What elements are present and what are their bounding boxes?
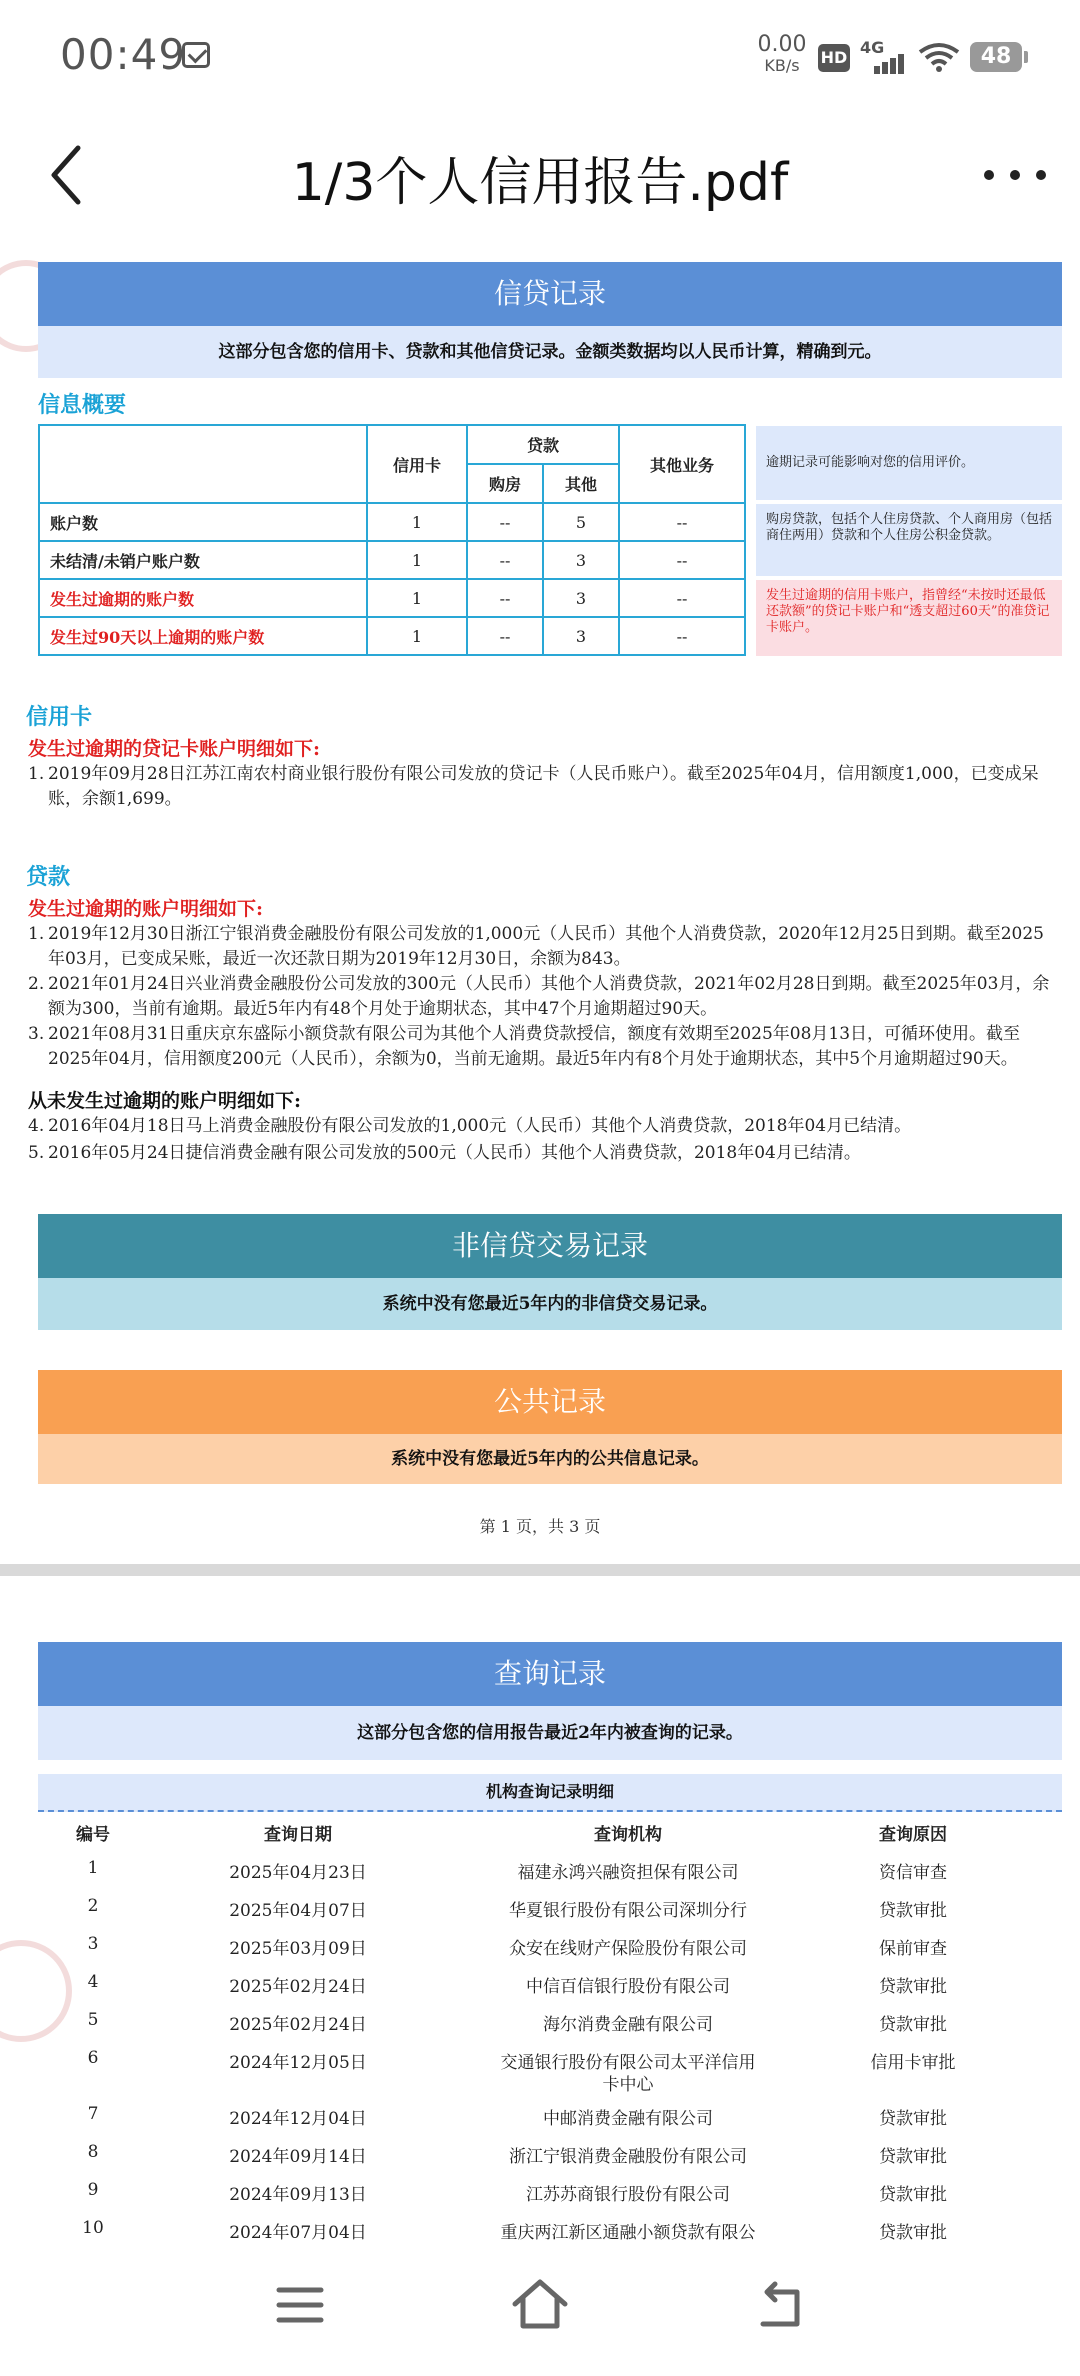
pdf-viewer[interactable] — [0, 240, 1080, 2240]
row-num: 4 — [87, 1972, 99, 1992]
cell-other: 3 — [543, 579, 619, 617]
row-num: 5 — [87, 2010, 99, 2030]
row-date: 2025年04月07日 — [229, 1901, 367, 1921]
credit-section-header — [38, 262, 1062, 326]
row-num: 6 — [87, 2048, 99, 2068]
row-date: 2025年04月23日 — [229, 1863, 367, 1883]
row-reason: 贷款审批 — [879, 2109, 947, 2129]
credit-section-title: 信贷记录 — [493, 277, 606, 310]
row-label: 发生过逾期的账户数 — [39, 579, 367, 617]
cell-house: -- — [467, 617, 543, 655]
query-table-title-text: 机构查询记录明细 — [485, 1782, 614, 1801]
list-item — [28, 1022, 1058, 1072]
table-header-blank — [39, 425, 367, 503]
list-item-number: 4. — [28, 1116, 45, 1136]
list-item — [28, 1141, 1058, 1166]
row-reason: 信用卡审批 — [870, 2053, 956, 2073]
row-org: 交通银行股份有限公司太平洋信用 — [500, 2053, 756, 2073]
status-bar — [0, 0, 1080, 110]
cell-other-business: -- — [619, 617, 745, 655]
credit-section-subheader — [38, 326, 1062, 378]
row-org: 重庆两江新区通融小额贷款有限公 — [500, 2223, 756, 2240]
page-separator — [0, 1564, 1080, 1576]
row-reason: 贷款审批 — [879, 2185, 947, 2205]
row-date: 2025年02月24日 — [229, 2015, 367, 2035]
list-item-text: 2016年05月24日捷信消费金融有限公司发放的500元（人民币）其他个人消费贷款，2018年04月已结清。 — [48, 1143, 861, 1163]
table-row — [39, 579, 745, 617]
watermark-seal — [0, 1940, 72, 2042]
row-date: 2024年12月05日 — [229, 2053, 367, 2073]
row-org: 海尔消费金融有限公司 — [543, 2015, 713, 2035]
cell-other: 5 — [543, 503, 619, 541]
row-date: 2024年09月13日 — [229, 2185, 367, 2205]
cell-house: -- — [467, 579, 543, 617]
row-org-continued: 卡中心 — [602, 2075, 654, 2095]
list-item-text: 2016年04月18日马上消费金融股份有限公司发放的1,000元（人民币）其他个人消费贷款，2018年04月已结清。 — [48, 1116, 912, 1136]
non-credit-section-body — [38, 1278, 1062, 1330]
summary-table — [38, 424, 746, 656]
public-section-title: 公共记录 — [493, 1385, 606, 1418]
cell-other: 3 — [543, 541, 619, 579]
more-dots-icon[interactable] — [980, 160, 1050, 190]
list-item — [28, 762, 1058, 812]
navigation-bar — [0, 2240, 1080, 2376]
row-org: 浙江宁银消费金融股份有限公司 — [509, 2147, 747, 2167]
col-date: 查询日期 — [264, 1825, 332, 1845]
list-item-number: 1. — [28, 764, 45, 784]
row-reason: 资信审查 — [879, 1863, 947, 1883]
row-date: 2025年03月09日 — [229, 1939, 367, 1959]
row-org: 福建永鸿兴融资担保有限公司 — [517, 1863, 739, 1883]
cell-credit-card: 1 — [367, 579, 467, 617]
row-reason: 贷款审批 — [879, 2223, 947, 2240]
public-section-header — [38, 1370, 1062, 1434]
row-reason: 贷款审批 — [879, 2015, 947, 2035]
row-date: 2024年07月04日 — [229, 2223, 367, 2240]
battery-icon: 48 — [970, 42, 1022, 72]
cell-house: -- — [467, 503, 543, 541]
loan-normal-title: 从未发生过逾期的账户明细如下: — [28, 1090, 302, 1112]
list-item-text: 2021年08月31日重庆京东盛际小额贷款有限公司为其他个人消费贷款授信，额度有效期至2025年08月13日，可循环使用。截至2025年04月，信用额度200元（人民币），余额为0，当前无逾期。最近5年内有8个月处于逾期状态，其中5个月逾期超过90天。 — [48, 1024, 1021, 1069]
loan-title: 贷款 — [26, 865, 71, 890]
list-item-text: 2021年01月24日兴业消费金融股份公司发放的300元（人民币）其他个人消费贷款，2021年02月28日到期。截至2025年03月，余额为300，当前有逾期。最近5年内有48个月处于逾期状态，其中47个月逾期超过90天。 — [48, 974, 1050, 1019]
list-item — [28, 1114, 1058, 1139]
query-section-header — [38, 1642, 1062, 1706]
net-speed — [752, 34, 812, 74]
row-num: 9 — [87, 2180, 99, 2200]
hd-icon: HD — [818, 44, 850, 72]
credit-card-overdue-title: 发生过逾期的贷记卡账户明细如下: — [28, 738, 321, 760]
table-row — [39, 541, 745, 579]
page-footer: 第 1 页，共 3 页 — [479, 1517, 601, 1536]
document-title: 1/3个人信用报告.pdf — [291, 153, 789, 213]
note-housing-loan: 购房贷款，包括个人住房贷款、个人商用房（包括商住两用）贷款和个人住房公积金贷款。 — [756, 504, 1062, 576]
query-section-title: 查询记录 — [493, 1657, 606, 1690]
row-reason: 贷款审批 — [879, 1901, 947, 1921]
list-item-number: 1. — [28, 924, 45, 944]
title-bar — [0, 110, 1080, 240]
row-org: 众安在线财产保险股份有限公司 — [509, 1939, 747, 1959]
col-num: 编号 — [76, 1825, 110, 1845]
row-reason: 保前审查 — [879, 1939, 947, 1959]
cell-other: 3 — [543, 617, 619, 655]
col-other: 其他 — [543, 464, 619, 503]
loan-overdue-title: 发生过逾期的账户明细如下: — [28, 898, 264, 920]
credit-card-title: 信用卡 — [26, 705, 93, 730]
col-loan: 贷款 — [467, 425, 619, 464]
col-credit-card: 信用卡 — [367, 425, 467, 503]
list-item-number: 5. — [28, 1143, 45, 1163]
row-num: 1 — [87, 1858, 99, 1878]
non-credit-section-header — [38, 1214, 1062, 1278]
overview-title: 信息概要 — [38, 393, 127, 418]
table-row — [39, 503, 745, 541]
query-table-header — [38, 1820, 1062, 1850]
cell-credit-card: 1 — [367, 617, 467, 655]
row-date: 2025年02月24日 — [229, 1977, 367, 1997]
cell-other-business: -- — [619, 541, 745, 579]
query-section-description: 这部分包含您的信用报告最近2年内被查询的记录。 — [357, 1723, 743, 1743]
status-time: 00:49 — [60, 30, 187, 79]
list-item — [28, 972, 1058, 1022]
list-item-number: 3. — [28, 1024, 45, 1044]
note-overdue-impact: 逾期记录可能影响对您的信用评价。 — [756, 426, 1062, 500]
row-num: 8 — [87, 2142, 99, 2162]
list-item-number: 2. — [28, 974, 45, 994]
cell-credit-card: 1 — [367, 503, 467, 541]
note-overdue-card: 发生过逾期的信用卡账户，指曾经“未按时还最低还款额”的贷记卡账户和“透支超过60天”的准贷记卡账户。 — [756, 580, 1062, 656]
cell-credit-card: 1 — [367, 541, 467, 579]
col-reason: 查询原因 — [879, 1825, 947, 1845]
row-org: 中邮消费金融有限公司 — [543, 2109, 713, 2129]
row-reason: 贷款审批 — [879, 2147, 947, 2167]
row-date: 2024年09月14日 — [229, 2147, 367, 2167]
row-label: 未结清/未销户账户数 — [39, 541, 367, 579]
table-row — [39, 617, 745, 655]
cell-other-business: -- — [619, 503, 745, 541]
col-org: 查询机构 — [594, 1825, 662, 1845]
row-label: 账户数 — [39, 503, 367, 541]
non-credit-section-text: 系统中没有您最近5年内的非信贷交易记录。 — [382, 1294, 718, 1314]
query-section-subheader — [38, 1706, 1062, 1760]
credit-section-description: 这部分包含您的信用卡、贷款和其他信贷记录。金额类数据均以人民币计算，精确到元。 — [218, 342, 882, 362]
network-type: 4G — [860, 38, 885, 57]
net-speed-value: 0.00 — [757, 32, 807, 57]
public-section-text: 系统中没有您最近5年内的公共信息记录。 — [391, 1449, 709, 1469]
list-item-text: 2019年12月30日浙江宁银消费金融股份有限公司发放的1,000元（人民币）其他个人消费贷款，2020年12月25日到期。截至2025年03月，已变成呆账，最近一次还款日期为2019年12月30日，余额为843。 — [48, 924, 1044, 969]
row-reason: 贷款审批 — [879, 1977, 947, 1997]
row-org: 江苏苏商银行股份有限公司 — [526, 2185, 730, 2205]
table-header-row — [39, 425, 745, 464]
menu-icon[interactable] — [265, 2270, 335, 2340]
col-house: 购房 — [467, 464, 543, 503]
query-table-title — [38, 1774, 1062, 1812]
list-item — [28, 922, 1058, 972]
public-section-body — [38, 1434, 1062, 1484]
signal-icon — [860, 38, 908, 74]
message-icon — [182, 42, 210, 68]
row-date: 2024年12月04日 — [229, 2109, 367, 2129]
home-icon[interactable] — [505, 2270, 575, 2340]
cell-house: -- — [467, 541, 543, 579]
row-org: 华夏银行股份有限公司深圳分行 — [509, 1901, 747, 1921]
row-num: 3 — [87, 1934, 99, 1954]
row-num: 7 — [87, 2104, 99, 2124]
col-other-business: 其他业务 — [619, 425, 745, 503]
cell-other-business: -- — [619, 579, 745, 617]
row-num: 2 — [87, 1896, 99, 1916]
row-org: 中信百信银行股份有限公司 — [526, 1977, 730, 1997]
wifi-icon — [918, 42, 960, 72]
row-label: 发生过90天以上逾期的账户数 — [39, 617, 367, 655]
list-item-text: 2019年09月28日江苏江南农村商业银行股份有限公司发放的贷记卡（人民币账户）。截至2025年04月，信用额度1,000，已变成呆账，余额1,699。 — [48, 764, 1039, 809]
row-num: 10 — [82, 2218, 104, 2238]
net-speed-unit: KB/s — [764, 56, 800, 75]
back-icon[interactable] — [745, 2270, 815, 2340]
non-credit-section-title: 非信贷交易记录 — [451, 1229, 648, 1262]
